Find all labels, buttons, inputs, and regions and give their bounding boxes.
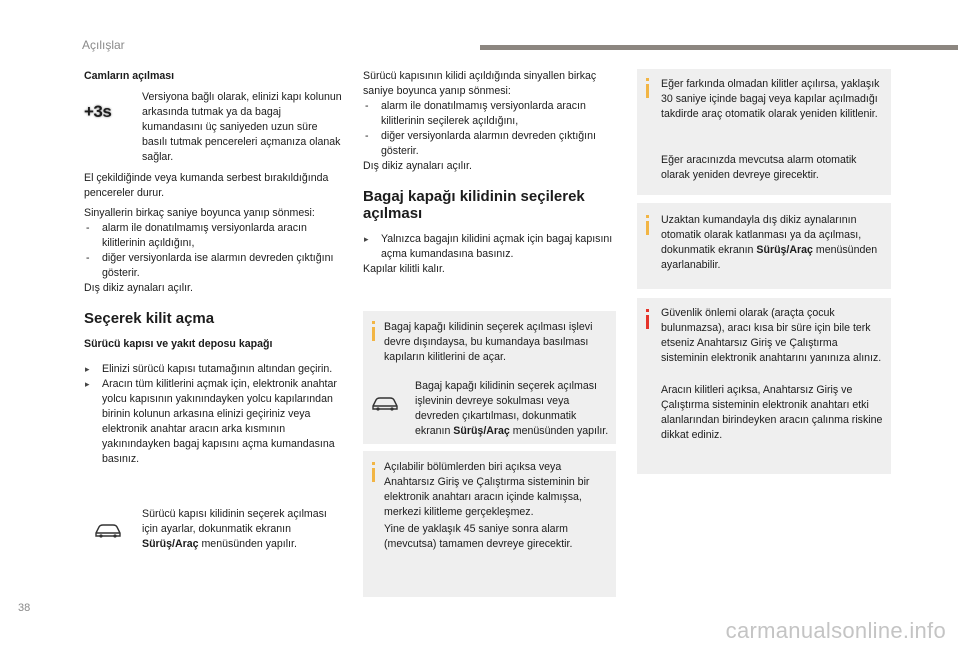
- header-bar: [480, 45, 958, 50]
- warning-box: [637, 298, 891, 474]
- boot-title: Bagaj kapağı kilidinin seçilerek açılması: [363, 188, 585, 222]
- info-icon: [646, 84, 649, 98]
- info-box-3: [363, 451, 616, 597]
- driver-bullet: ▸ Elinizi sürücü kapısı tutamağının altından geçirin.: [84, 362, 344, 377]
- info-icon: [646, 221, 649, 235]
- release-text: El çekildiğinde veya kumanda serbest bırakıldığında pencereler durur.: [84, 172, 329, 199]
- warning-text: Aracın kilitleri açıksa, Anahtarsız Giriş ve Çalıştırma sisteminin elektronik anahtarı etki alanlarından birindeyken aracın çalınma riskine dikkat ediniz.: [661, 384, 883, 441]
- warning-icon: [646, 315, 649, 329]
- warning-text: Güvenlik önlemi olarak (araçta çocuk bulunmazsa), aracı kısa bir süre için bile terk etseniz Anahtarsız Giriş ve Çalıştırma sisteminin elektronik anahtarını yanınıza alınız.: [661, 307, 882, 364]
- settings-block: [84, 507, 344, 552]
- mirrors-text: Dış dikiz aynaları açılır.: [84, 282, 193, 294]
- settings-text-end: menüsünden yapılır.: [201, 538, 297, 550]
- info-box-text: Açılabilir bölümlerden biri açıksa veya Anahtarsız Giriş ve Çalıştırma sisteminin bir elektronik anahtarı aracın içinde kalmışsa, merkezi kilitleme gerçekleşmez.: [384, 461, 590, 518]
- driver-door-title: Sürücü kapısı ve yakıt deposu kapağı: [84, 338, 273, 350]
- watermark: carmanualsonline.info: [725, 618, 946, 643]
- info-box-text: Uzaktan kumandayla dış dikiz aynalarının otomatik olarak katlanması ya da açılması, dokunmatik ekranın: [661, 214, 862, 256]
- section-title: Açılışlar: [82, 38, 125, 52]
- settings-text: Sürücü kapısı kilidinin seçerek açılması için ayarlar, dokunmatik ekranın: [142, 508, 327, 535]
- info-box-5: [637, 203, 891, 289]
- info-box-2: [363, 374, 616, 444]
- intro-text: Sürücü kapısının kilidi açıldığında sinyallen birkaç saniye boyunca yanıp sönmesi:: [363, 70, 597, 97]
- column-2: [363, 69, 617, 282]
- blink-bullet: - diğer versiyonlarda ise alarmın devreden çıktığını gösterir.: [84, 251, 344, 281]
- info-box-text: Bagaj kapağı kilidinin seçerek açılması işlevi devre dışındaysa, bu kumandaya basılması kapıların kilitlerini de açar.: [384, 321, 593, 363]
- info-box-text: Bagaj kapağı kilidinin seçerek açılması işlevinin devreye sokulması veya devreden çıkartılması, dokunmatik ekranın: [415, 380, 597, 437]
- info-box-1: [363, 311, 616, 374]
- boot-bullet: ▸ Yalnızca bagajın kilidini açmak için bagaj kapısını açma kumandasına basınız.: [363, 232, 617, 262]
- info-icon: [372, 468, 375, 482]
- settings-menu-name: Sürüş/Araç: [142, 538, 199, 550]
- menu-name: Sürüş/Araç: [453, 425, 510, 437]
- car-icon: [94, 521, 122, 539]
- info-box-text: Yine de yaklaşık 45 saniye sonra alarm (mevcutsa) tamamen devreye girecektir.: [384, 523, 573, 550]
- car-icon: [371, 394, 399, 412]
- page-number: 38: [18, 602, 31, 614]
- plus-3-seconds-icon: +3s: [84, 102, 112, 121]
- intro-bullet: - diğer versiyonlarda alarmın devreden çıktığını gösterir.: [363, 129, 617, 159]
- windows-title: Camların açılması: [84, 70, 175, 82]
- info-box-4: [637, 69, 891, 195]
- info-icon: [372, 327, 375, 341]
- blink-text: Sinyallerin birkaç saniye boyunca yanıp sönmesi:: [84, 207, 315, 219]
- info-box-text: Eğer farkında olmadan kilitler açılırsa, yaklaşık 30 saniye içinde bagaj veya kapılar açılmadığı takdirde araç otomatik olarak yeniden kilitlenir.: [661, 78, 880, 120]
- mirrors-text: Dış dikiz aynaları açılır.: [363, 160, 472, 172]
- selective-title: Seçerek kilit açma: [84, 310, 215, 327]
- menu-name: Sürüş/Araç: [756, 244, 813, 256]
- driver-bullet: ▸ Aracın tüm kilitlerini açmak için, elektronik anahtar yolcu kapısının yakınındayken yolcu kapılarından birinin kolunun arkasına elinizi geçiriniz veya elektronik anahtar aracın arka kısmının yakınındayken bagaj kapısını açma kumandasına basınız.: [84, 377, 344, 467]
- windows-block: [84, 90, 344, 165]
- blink-bullet: - alarm ile donatılmamış versiyonlarda aracın kilitlerinin açıldığını,: [84, 221, 344, 251]
- intro-bullet: - alarm ile donatılmamış versiyonlarda aracın kilitlerinin seçilerek açıldığını,: [363, 99, 617, 129]
- column-1: [84, 69, 344, 557]
- info-box-text-end: menüsünden yapılır.: [512, 425, 609, 437]
- locked-text: Kapılar kilitli kalır.: [363, 263, 445, 275]
- info-box-text: Eğer aracınızda mevcutsa alarm otomatik olarak yeniden devreye girecektir.: [661, 154, 857, 181]
- windows-text: Versiyona bağlı olarak, elinizi kapı kolunun arkasında tutmak ya da bagaj kumandasını üç saniyeden uzun süre basılı tutmak pencereleri açmanıza olanak sağlar.: [142, 91, 342, 163]
- info-box-text-end: menüsünden ayarlanabilir.: [661, 244, 878, 271]
